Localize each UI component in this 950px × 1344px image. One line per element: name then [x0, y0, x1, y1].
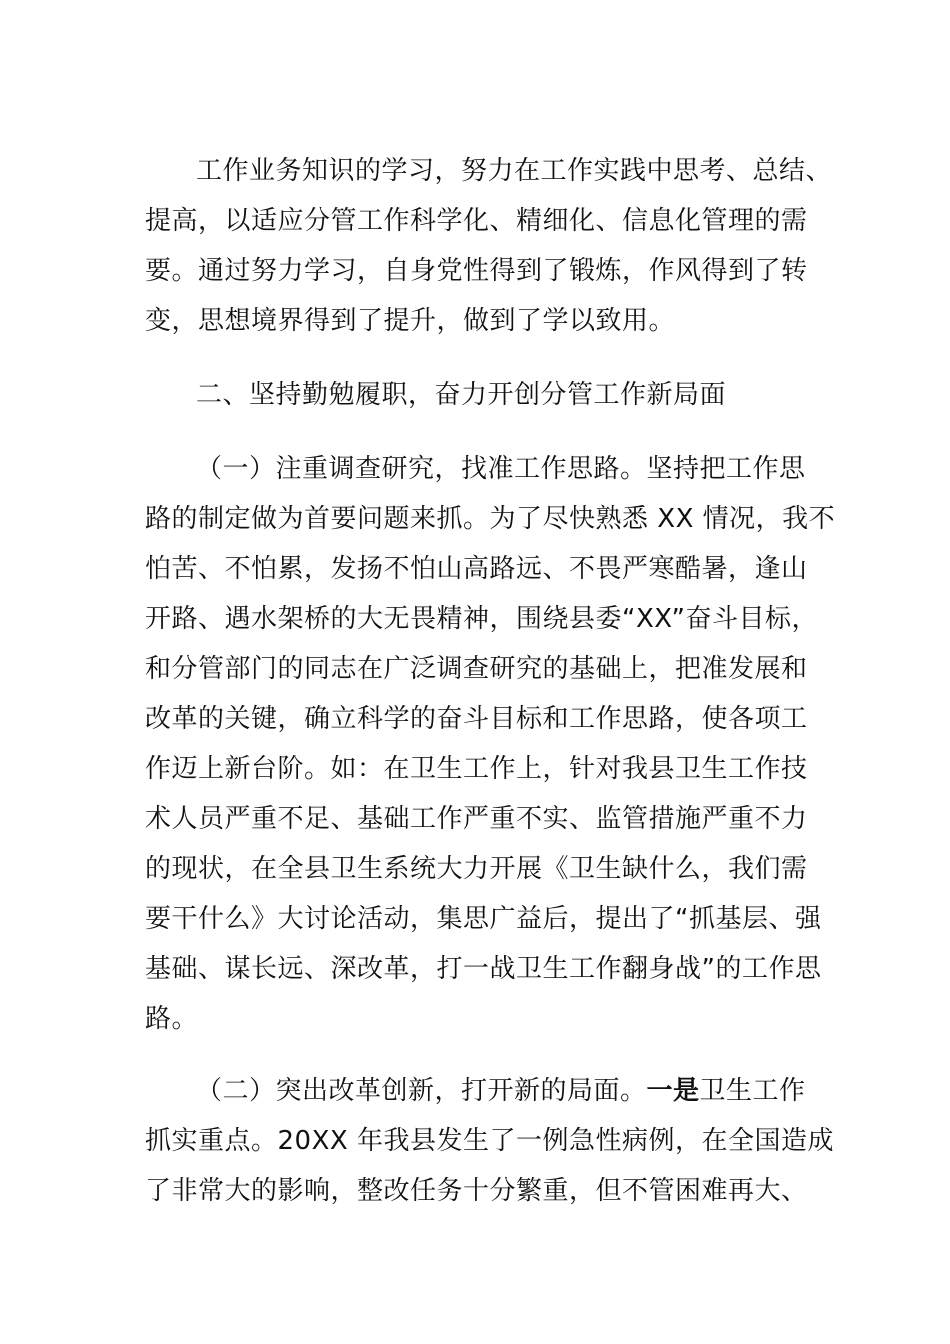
paragraph-4-emphasis: 一是	[646, 1076, 700, 1106]
paragraph-3-line-1: （一）注重调查研究，找准工作思路。坚持把工作思	[196, 454, 806, 484]
paragraph-4-line-1	[196, 1074, 806, 1108]
paragraph-3-line-10: 要干什么》大讨论活动，集思广益后，提出了“抓基层、强	[145, 904, 822, 934]
paragraph-3-line-5: 和分管部门的同志在广泛调查研究的基础上，把准发展和	[145, 654, 808, 684]
paragraph-3-line-9: 的现状，在全县卫生系统大力开展《卫生缺什么，我们需	[145, 854, 808, 884]
paragraph-3-line-7: 作迈上新台阶。如：在卫生工作上，针对我县卫生工作技	[145, 754, 808, 784]
paragraph-4-line-2: 抓实重点。20XX 年我县发生了一例急性病例，在全国造成	[145, 1126, 834, 1156]
paragraph-4-line-1-lead: （二）突出改革创新，打开新的局面。	[196, 1076, 647, 1106]
section-heading: 二、坚持勤勉履职，奋力开创分管工作新局面	[196, 380, 727, 410]
paragraph-3-line-3: 怕苦、不怕累，发扬不怕山高路远、不畏严寒酷暑，逢山	[145, 554, 808, 584]
paragraph-3-line-11: 基础、谋长远、深改革，打一战卫生工作翻身战”的工作思	[145, 954, 822, 984]
paragraph-3-line-6: 改革的关键，确立科学的奋斗目标和工作思路，使各项工	[145, 704, 808, 734]
paragraph-4-line-1-tail: 卫生工作	[699, 1076, 806, 1106]
paragraph-3-line-4: 开路、遇水架桥的大无畏精神，围绕县委“XX”奋斗目标，	[145, 604, 819, 634]
paragraph-1-line-3: 要。通过努力学习，自身党性得到了锻炼，作风得到了转	[145, 256, 808, 286]
paragraph-1-line-1: 工作业务知识的学习，努力在工作实践中思考、总结、	[196, 156, 833, 186]
paragraph-3-line-8: 术人员严重不足、基础工作严重不实、监管措施严重不力	[145, 804, 808, 834]
paragraph-3-line-12: 路。	[145, 1004, 199, 1034]
paragraph-1-line-2: 提高，以适应分管工作科学化、精细化、信息化管理的需	[145, 206, 808, 236]
paragraph-1-line-4: 变，思想境界得到了提升，做到了学以致用。	[145, 306, 676, 336]
paragraph-4-line-3: 了非常大的影响，整改任务十分繁重，但不管困难再大、	[145, 1176, 808, 1206]
paragraph-3-line-2: 路的制定做为首要问题来抓。为了尽快熟悉 XX 情况，我不	[145, 504, 836, 534]
